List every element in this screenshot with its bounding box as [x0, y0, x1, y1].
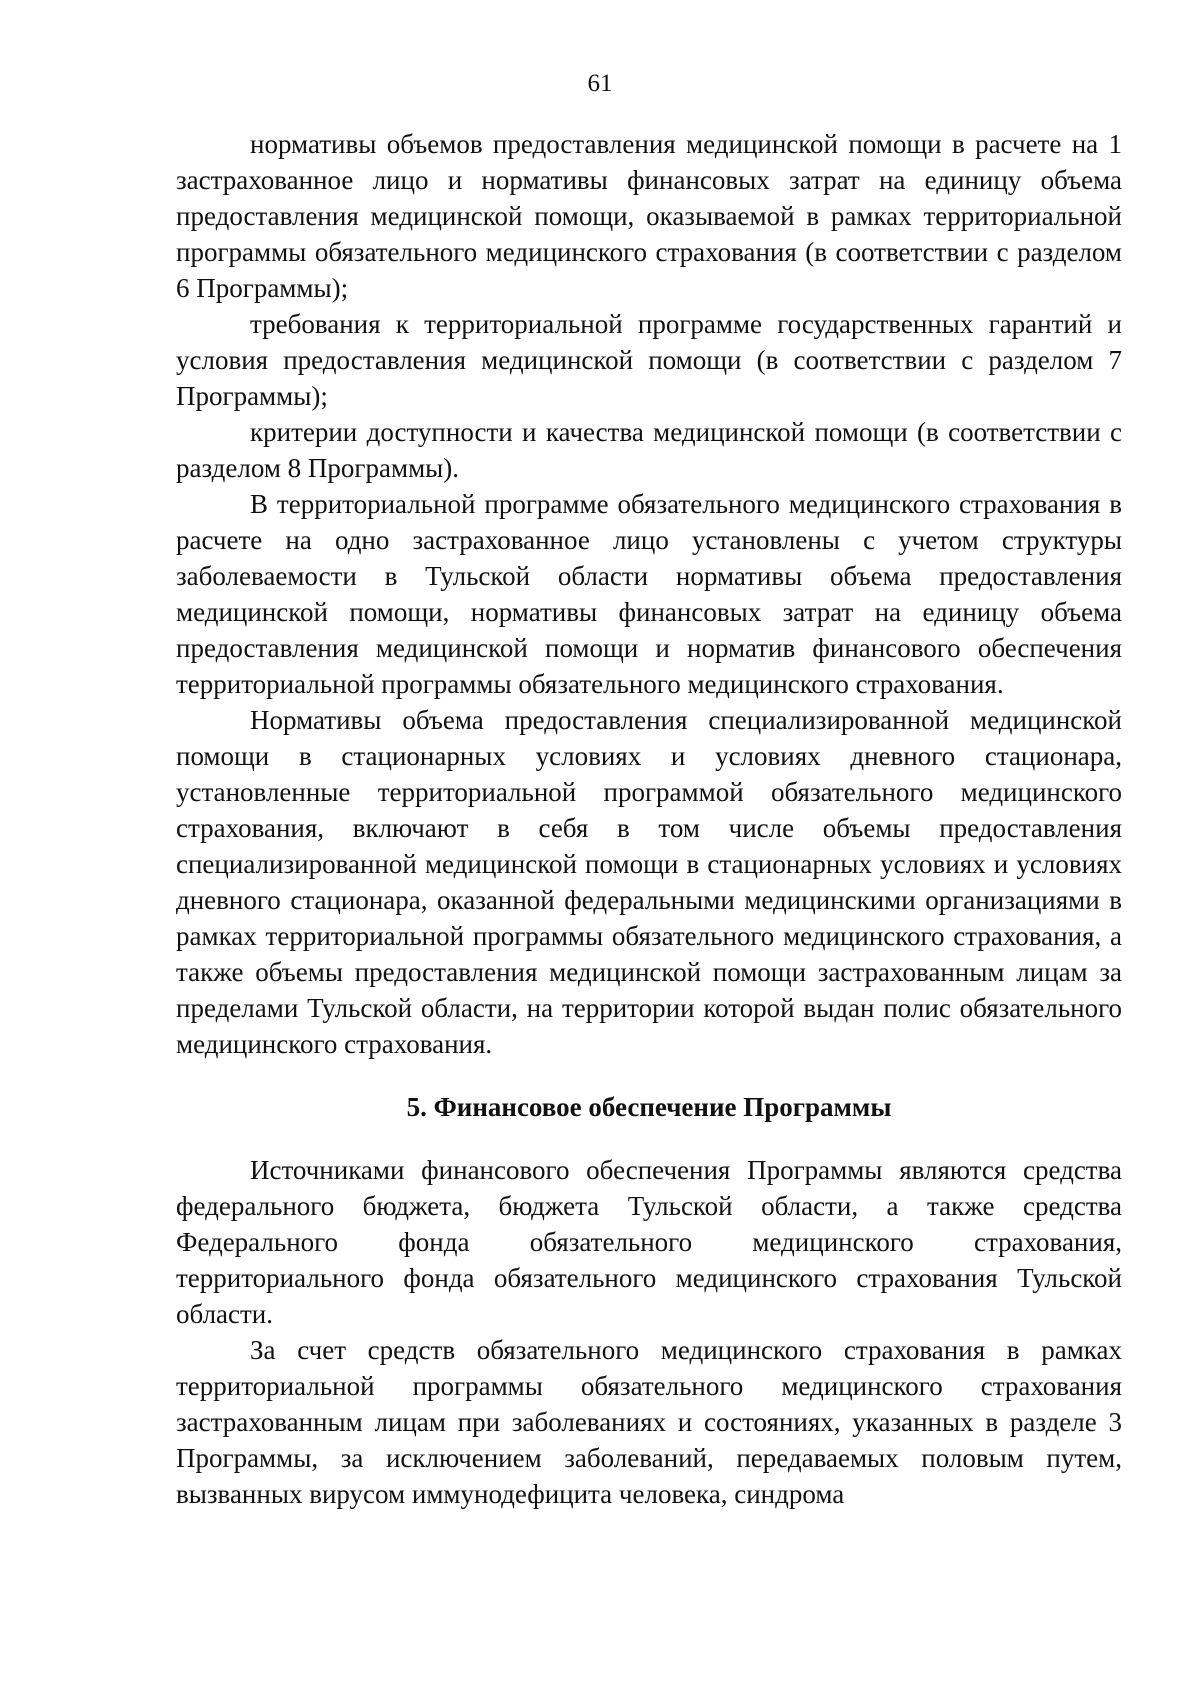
- paragraph-territorial-requirements: требования к территориальной программе государственных гарантий и условия предоставления медицинской помощи (в соответствии с разделом 7 Программы);: [176, 309, 1122, 411]
- paragraph-territorial-oms-standards: В территориальной программе обязательного медицинского страхования в расчете на одно застрахованное лицо установлены с учетом структуры заболеваемости в Тульской области нормативы объема предоставления медицинской помощи, нормативы финансовых затрат на единицу объема предоставления медицинской помощи и норматив финансового обеспечения территориальной программы обязательного медицинского страхования.: [176, 489, 1122, 699]
- paragraph-specialized-care-standards: Нормативы объема предоставления специализированной медицинской помощи в стационарных условиях и условиях дневного стационара, установленные территориальной программой обязательного медицинского страхования, включают в себя в том числе объемы предоставления специализированной медицинской помощи в стационарных условиях и условиях дневного стационара, оказанной федеральными медицинскими организациями в рамках территориальной программы обязательного медицинского страхования, а также объемы предоставления медицинской помощи застрахованным лицам за пределами Тульской области, на территории которой выдан полис обязательного медицинского страхования.: [176, 705, 1122, 1059]
- document-body: [176, 126, 1122, 1512]
- page-number: 61: [587, 70, 613, 97]
- section-heading: 5. Финансовое обеспечение Программы: [406, 1092, 892, 1122]
- paragraph-funding-sources: Источниками финансового обеспечения Программы являются средства федерального бюджета, бюджета Тульской области, а также средства Федерального фонда обязательного медицинского страхования, территориального фонда обязательного медицинского страхования Тульской области.: [176, 1155, 1122, 1329]
- paragraph-oms-funding: За счет средств обязательного медицинского страхования в рамках территориальной программы обязательного медицинского страхования застрахованным лицам при заболеваниях и состояниях, указанных в разделе 3 Программы, за исключением заболеваний, передаваемых половым путем, вызванных вирусом иммунодефицита человека, синдрома: [176, 1335, 1122, 1509]
- paragraph-quality-criteria: критерии доступности и качества медицинской помощи (в соответствии с разделом 8 Программы).: [176, 417, 1122, 483]
- paragraph-volume-standards: нормативы объемов предоставления медицинской помощи в расчете на 1 застрахованное лицо и нормативы финансовых затрат на единицу объема предоставления медицинской помощи, оказываемой в рамках территориальной программы обязательного медицинского страхования (в соответствии с разделом 6 Программы);: [176, 129, 1122, 303]
